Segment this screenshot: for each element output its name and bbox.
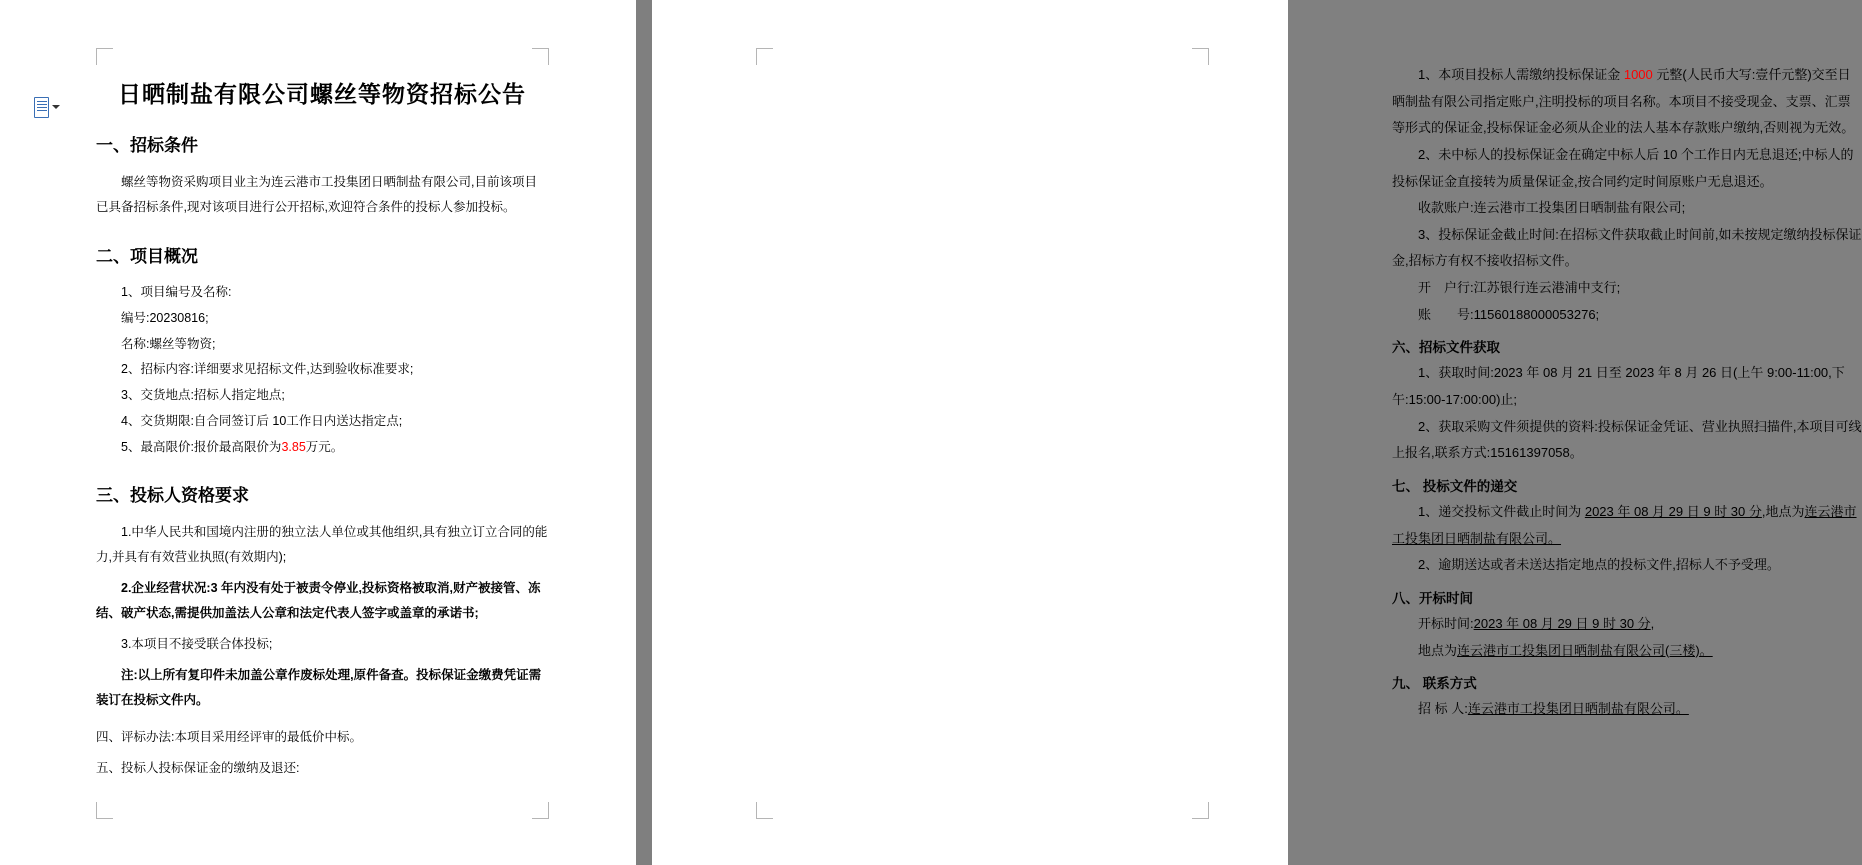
section-5-line: 五、投标人投标保证金的缴纳及退还: bbox=[96, 761, 300, 776]
deposit-item-3: 3、投标保证金截止时间:在招标文件获取截止时间前,如未按规定缴纳投标保证金,招标方有权不接收招标文件。 bbox=[1392, 226, 1862, 269]
section-2-item-5: 3、交货地点:招标人指定地点; bbox=[121, 388, 285, 402]
section-6-item-1: 1、获取时间:2023 年 08 月 21 日至 2023 年 8 月 26 日(上午 9:00-11:00,下午:15:00-17:00:00)止; bbox=[1392, 365, 1845, 408]
section-2-item-4: 2、招标内容:详细要求见招标文件,达到验收标准要求; bbox=[121, 362, 414, 377]
deposit-item-2: 2、未中标人的投标保证金在确定中标人后 10 个工作日内无息退还;中标人的投标保证金直接转为质量保证金,按合同约定时间原账户无息退还。 bbox=[1392, 146, 1854, 189]
document-page-2[interactable] bbox=[652, 0, 1862, 865]
section-3-item-1: 1.中华人民共和国境内注册的独立法人单位或其他组织,具有独立订立合同的能力,并具有有效营业执照(有效期内); bbox=[96, 525, 548, 565]
section-6-item-2: 2、获取采购文件须提供的资料:投标保证金凭证、营业执照扫描件,本项目可线上报名,联系方式:15161397058。 bbox=[1392, 418, 1862, 461]
bank-name-line: 开 户行:江苏银行连云港浦中支行; bbox=[1418, 280, 1621, 296]
crop-mark-top-right-2 bbox=[1192, 48, 1209, 65]
deposit-account-line: 收款账户:连云港市工投集团日晒制盐有限公司; bbox=[1418, 200, 1686, 216]
section-9-item-1: 招 标 人:连云港市工投集团日晒制盐有限公司。 bbox=[1418, 701, 1689, 717]
page-2-content bbox=[1392, 62, 1862, 723]
bank-account-line: 账 号:11560188000053276; bbox=[1418, 306, 1600, 322]
crop-mark-bottom-left bbox=[96, 802, 113, 819]
section-2-item-6: 4、交货期限:自合同签订后 10工作日内送达指定点; bbox=[121, 413, 403, 428]
crop-mark-bottom-right-2 bbox=[1192, 802, 1209, 819]
crop-mark-top-left bbox=[96, 48, 113, 65]
section-3-item-2: 2.企业经营状况:3 年内没有处于被责令停业,投标资格被取消,财产被接管、冻结、破产状态,需提供加盖法人公章和法定代表人签字或盖章的承诺书; bbox=[96, 581, 541, 621]
section-heading-6: 六、招标文件获取 bbox=[1392, 340, 1500, 356]
crop-mark-bottom-left-2 bbox=[756, 802, 773, 819]
section-2-item-7: 5、最高限价:报价最高限价为3.85万元。 bbox=[121, 439, 344, 454]
section-8-item-1: 开标时间:2023 年 08 月 29 日 9 时 30 分, bbox=[1418, 615, 1655, 631]
document-page-1[interactable] bbox=[0, 0, 636, 865]
section-2-item-1: 1、项目编号及名称: bbox=[121, 285, 232, 299]
section-3-item-3: 3.本项目不接受联合体投标; bbox=[121, 637, 273, 652]
section-2-item-2: 编号:20230816; bbox=[121, 310, 209, 325]
section-heading-8: 八、开标时间 bbox=[1392, 590, 1473, 606]
page-title: 日晒制盐有限公司螺丝等物资招标公告 bbox=[118, 82, 526, 107]
section-7-item-1: 1、递交投标文件截止时间为 2023 年 08 月 29 日 9 时 30 分,地点为连云港市工投集团日晒制盐有限公司。 bbox=[1392, 503, 1857, 546]
crop-mark-top-right bbox=[532, 48, 549, 65]
section-heading-1: 一、招标条件 bbox=[96, 136, 198, 155]
document-icon[interactable] bbox=[34, 96, 60, 118]
page-1-content bbox=[96, 76, 548, 787]
section-heading-3: 三、投标人资格要求 bbox=[96, 486, 249, 506]
deposit-item-1: 1、本项目投标人需缴纳投标保证金 1000 元整(人民币大写:壹仟元整)交至日晒制盐有限公司指定账户,注明投标的项目名称。本项目不接受现金、支票、汇票等形式的保证金,投标保证金必须从企业的法人基本存款账户缴纳,否则视为无效。 bbox=[1392, 67, 1855, 136]
chevron-down-icon[interactable] bbox=[52, 105, 60, 109]
section-3-item-4: 注:以上所有复印件未加盖公章作废标处理,原件备查。投标保证金缴费凭证需装订在投标文件内。 bbox=[96, 668, 542, 708]
crop-mark-bottom-right bbox=[532, 802, 549, 819]
section-heading-7: 七、 投标文件的递交 bbox=[1392, 478, 1518, 494]
section-heading-2: 二、项目概况 bbox=[96, 247, 198, 266]
section-2-item-3: 名称:螺丝等物资; bbox=[121, 336, 216, 351]
crop-mark-top-left-2 bbox=[756, 48, 773, 65]
document-sheet-icon bbox=[34, 97, 49, 118]
section-1-paragraph-1: 螺丝等物资采购项目业主为连云港市工投集团日晒制盐有限公司,目前该项目已具备招标条件,现对该项目进行公开招标,欢迎符合条件的投标人参加投标。 bbox=[96, 175, 537, 214]
section-8-item-2: 地点为连云港市工投集团日晒制盐有限公司(三楼)。 bbox=[1418, 642, 1713, 658]
section-heading-9: 九、 联系方式 bbox=[1392, 676, 1477, 692]
section-7-item-2: 2、逾期送达或者未送达指定地点的投标文件,招标人不予受理。 bbox=[1418, 557, 1780, 573]
section-4-line: 四、评标办法:本项目采用经评审的最低价中标。 bbox=[96, 730, 362, 745]
